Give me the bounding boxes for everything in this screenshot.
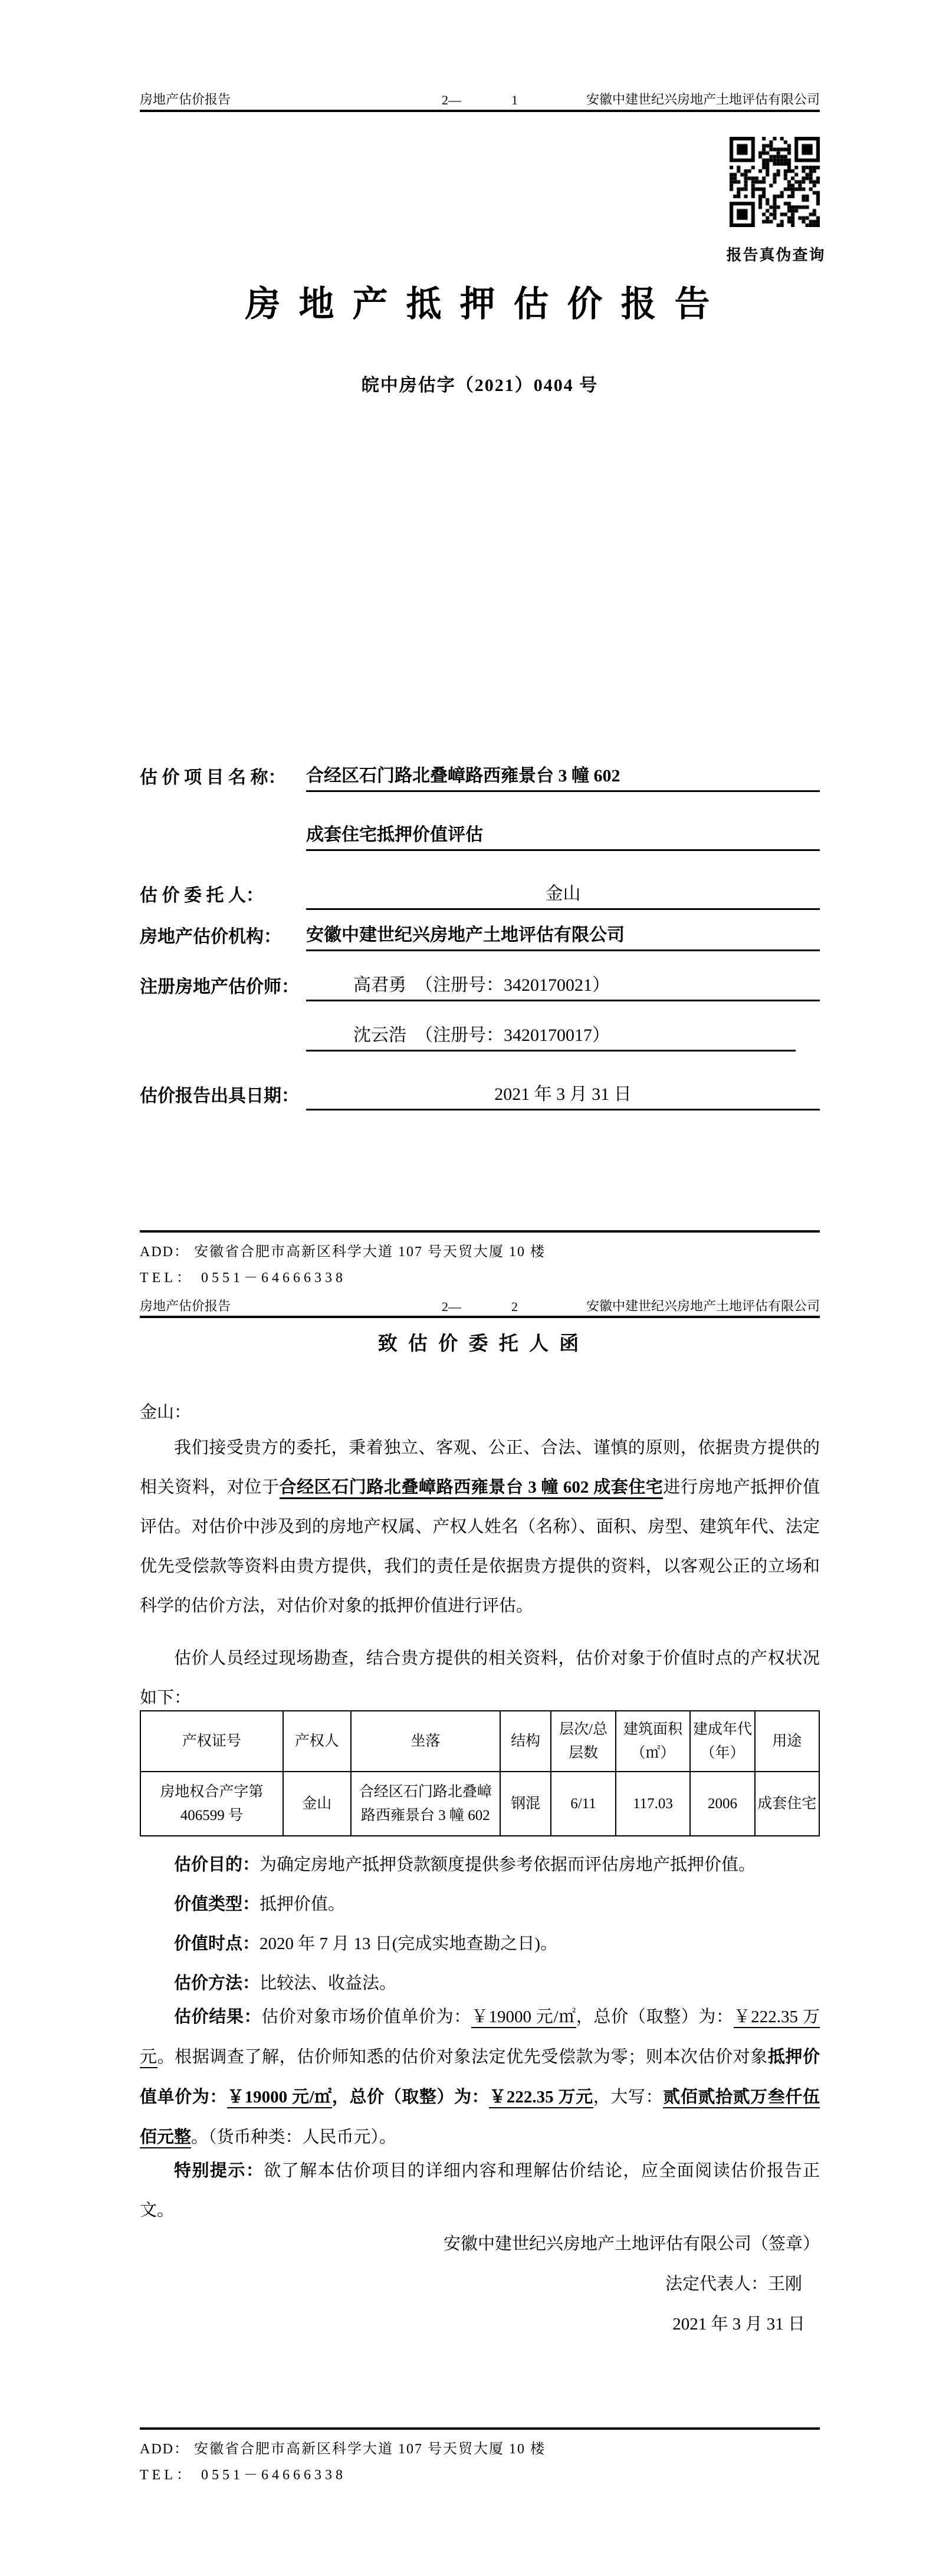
header-rule — [140, 1316, 820, 1318]
info-text: 抵押价值。 — [260, 1895, 346, 1914]
property-table-wrap — [140, 1710, 820, 1836]
result-mortgage-total-price: ￥222.35 万元 — [489, 2088, 593, 2108]
result-label: 估价结果： — [174, 2007, 262, 2026]
result-text: ，大写： — [593, 2088, 664, 2107]
cell-location: 合经区石门路北叠嶂路西雍景台 3 幢 602 — [351, 1772, 500, 1836]
result-mortgage-unit-price: ￥19000 元/㎡ — [227, 2088, 332, 2108]
header-company-name: 安徽中建世纪兴房地产土地评估有限公司 — [586, 92, 820, 107]
cell-owner: 金山 — [283, 1772, 351, 1836]
info-label: 价值时点： — [174, 1934, 260, 1953]
col-owner: 产权人 — [283, 1711, 351, 1772]
field-value: 合经区石门路北叠嶂路西雍景台 3 幢 602 — [306, 761, 820, 792]
appraisal-result — [140, 1997, 820, 2157]
field-value: 安徽中建世纪兴房地产土地评估有限公司 — [306, 920, 820, 951]
info-value-date — [140, 1924, 820, 1964]
field-value: 2021 年 3 月 31 日 — [306, 1079, 820, 1110]
field-value: 沈云浩 （注册号：3420170017） — [306, 1020, 796, 1052]
footer-address: ADD： 安徽省合肥市高新区科学大道 107 号天贸大厦 10 楼 — [140, 1244, 546, 1260]
col-year: 建成年代（年） — [690, 1711, 754, 1772]
header-page-code: 2— — [442, 93, 461, 107]
property-table — [140, 1710, 820, 1836]
info-label: 估价方法： — [174, 1974, 260, 1993]
footer-phone: TEL： 0551－64666338 — [140, 1270, 346, 1286]
info-label: 价值类型： — [174, 1895, 260, 1914]
header-doc-type: 房地产估价报告 — [140, 92, 231, 107]
table-row — [140, 1772, 819, 1836]
field-value: 成套住宅抵押价值评估 — [306, 820, 820, 851]
info-label: 估价目的： — [174, 1855, 260, 1874]
result-amount-in-words: 贰佰贰拾贰万叁仟伍佰元整 — [140, 2088, 820, 2148]
col-area: 建筑面积（㎡） — [616, 1711, 691, 1772]
cell-structure: 钢混 — [500, 1772, 551, 1836]
result-text: 。根据调查了解，估价师知悉的估价对象法定优先受偿款为零；则本次估价对象 — [157, 2048, 768, 2066]
cell-cert-no: 房地权合产字第406599 号 — [140, 1772, 283, 1836]
signature-legal-rep: 法定代表人：王刚 — [665, 2275, 802, 2294]
col-structure: 结构 — [500, 1711, 551, 1772]
info-text: 2020 年 7 月 13 日(完成实地查勘之日)。 — [260, 1934, 558, 1953]
footer-phone: TEL： 0551－64666338 — [140, 2467, 346, 2483]
header-company-name: 安徽中建世纪兴房地产土地评估有限公司 — [586, 1299, 820, 1313]
field-label: 估 价 委 托 人： — [140, 886, 264, 905]
para1-subject: 合经区石门路北叠嶂路西雍景台 3 幢 602 成套住宅 — [280, 1478, 664, 1499]
qr-caption: 报告真伪查询 — [726, 247, 826, 264]
header-doc-type: 房地产估价报告 — [140, 1299, 231, 1313]
note-text: 欲了解本估价项目的详细内容和理解估价结论，应全面阅读估价报告正文。 — [140, 2161, 820, 2220]
letter-paragraph-2: 估价人员经过现场勘查，结合贵方提供的相关资料，估价对象于价值时点的产权状况如下： — [140, 1649, 820, 1707]
table-header-row — [140, 1711, 819, 1772]
appraisal-info — [140, 1845, 820, 2003]
cell-use: 成套住宅 — [755, 1772, 819, 1836]
result-text: 。（货币种类：人民币元）。 — [191, 2128, 397, 2147]
special-note — [140, 2151, 820, 2230]
letter-title: 致 估 价 委 托 人 函 — [377, 1333, 582, 1355]
field-label: 估价报告出具日期： — [140, 1086, 299, 1106]
col-cert-no: 产权证号 — [140, 1711, 283, 1772]
result-unit-price: ￥19000 元/㎡ — [471, 2007, 576, 2028]
page2-running-header — [140, 1296, 820, 1315]
footer-rule — [140, 2427, 820, 2430]
header-page-number: 2 — [511, 1299, 518, 1314]
report-title: 房 地 产 抵 押 估 价 报 告 — [245, 285, 715, 324]
signature-company: 安徽中建世纪兴房地产土地评估有限公司（签章） — [443, 2235, 820, 2253]
header-page-number: 1 — [511, 93, 518, 107]
note-label: 特别提示： — [174, 2161, 264, 2180]
para1-post: 进行房地产抵押价值评估。对估价中涉及到的房地产权属、产权人姓名（名称）、面积、房型、建筑年代、法定优先受偿款等资料由贵方提供，我们的责任是依据贵方提供的资料，以客观公正的立场和科学的估价方法，对估价对象的抵押价值进行评估。 — [140, 1478, 820, 1615]
report-number: 皖中房估字（2021）0404 号 — [361, 376, 599, 395]
header-page-indicator — [442, 1299, 518, 1315]
result-text: ，总价（取整）为： — [331, 2088, 490, 2107]
field-label: 估 价 项 目 名 称： — [140, 768, 286, 787]
info-text: 比较法、收益法。 — [260, 1974, 397, 1993]
para1-pre: 我们接受贵方的委托，秉着独立、客观、公正、合法、谨慎的原则，依据贵方提供的相关资料，对位于 — [140, 1438, 820, 1497]
header-page-code: 2— — [442, 1299, 461, 1314]
field-value: 金山 — [306, 879, 820, 910]
letter-paragraph-1 — [140, 1428, 820, 1626]
signature-date: 2021 年 3 月 31 日 — [672, 2315, 805, 2334]
signature-block — [140, 2224, 820, 2344]
cell-floor: 6/11 — [551, 1772, 615, 1836]
field-value: 高君勇 （注册号：3420170021） — [306, 970, 820, 1001]
field-label: 房地产估价机构： — [140, 927, 281, 947]
col-floor: 层次/总层数 — [551, 1711, 615, 1772]
salutation: 金山： — [140, 1403, 192, 1422]
info-purpose — [140, 1845, 820, 1885]
info-text: 为确定房地产抵押贷款额度提供参考依据而评估房地产抵押价值。 — [260, 1855, 756, 1874]
col-use: 用途 — [755, 1711, 819, 1772]
result-text: 估价对象市场价值单价为： — [261, 2007, 471, 2026]
field-label: 注册房地产估价师： — [140, 977, 299, 997]
info-value-type — [140, 1885, 820, 1924]
result-text: 抵押价值单价为： — [140, 2048, 820, 2107]
cell-area: 117.03 — [616, 1772, 691, 1836]
footer-address: ADD： 安徽省合肥市高新区科学大道 107 号天贸大厦 10 楼 — [140, 2442, 546, 2457]
result-total-price: ￥222.35 万元 — [140, 2007, 820, 2068]
col-location: 坐落 — [351, 1711, 500, 1772]
cell-year: 2006 — [690, 1772, 754, 1836]
result-text: ，总价（取整）为： — [576, 2007, 734, 2026]
